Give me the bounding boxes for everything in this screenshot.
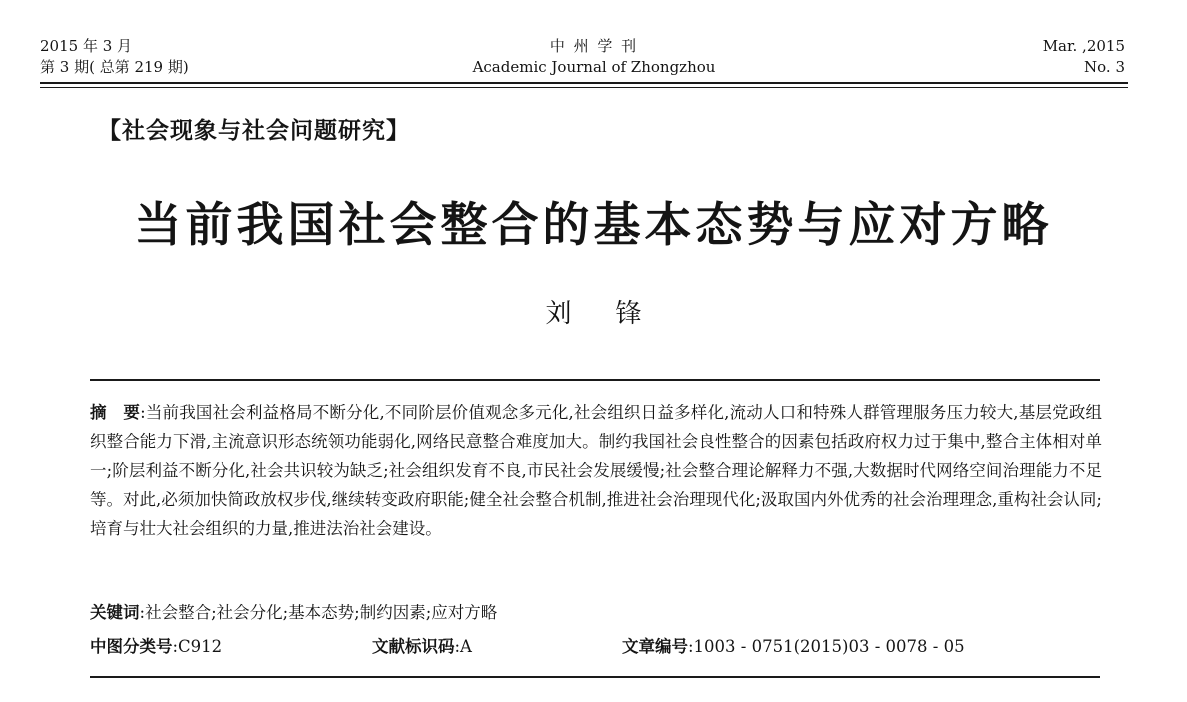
keywords-text: 社会整合;社会分化;基本态势;制约因素;应对方略 bbox=[145, 603, 498, 622]
article-number-label: 文章编号 bbox=[622, 637, 688, 656]
journal-name-chinese: 中 州 学 刊 bbox=[549, 37, 639, 55]
clc-value: :C912 bbox=[172, 637, 223, 656]
issue-date: 2015 年 3 月 bbox=[40, 37, 133, 55]
header-rule-thin bbox=[40, 87, 1128, 88]
document-code-value: :A bbox=[454, 637, 472, 656]
article-number-value: :1003 - 0751(2015)03 - 0078 - 05 bbox=[688, 637, 965, 656]
article-title: 当前我国社会整合的基本态势与应对方略 bbox=[134, 198, 1053, 253]
journal-issue-info bbox=[40, 36, 189, 78]
abstract-label: 摘 要 bbox=[90, 403, 141, 422]
clc-number bbox=[90, 633, 222, 661]
document-code-label: 文献标识码 bbox=[372, 637, 455, 656]
clc-label: 中图分类号 bbox=[90, 637, 173, 656]
abstract-text: 当前我国社会利益格局不断分化,不同阶层价值观念多元化,社会组织日益多样化,流动人口和特殊人群管理服务压力较大,基层党政组织整合能力下滑,主流意识形态统领功能弱化,网络民意整合难度加大。制约我国社会良性整合的因素包括政府权力过于集中,整合主体相对单一;阶层利益不断分化,社会共识较为缺乏;社会组织发育不良,市民社会发展缓慢;社会整合理论解释力不强,大数据时代网络空间治理能力不足等。对此,必须加快简政放权步伐,继续转变政府职能;健全社会整合机制,推进社会治理现代化;汲取国内外优秀的社会治理理念,重构社会认同;培育与壮大社会组织的力量,推进法治社会建设。 bbox=[90, 403, 1103, 538]
keywords-separator: : bbox=[139, 603, 146, 622]
abstract-separator: : bbox=[140, 403, 146, 422]
article-author: 刘锋 bbox=[545, 299, 686, 329]
journal-issue-info-english bbox=[1043, 36, 1125, 78]
column-label: 【社会现象与社会问题研究】 bbox=[98, 118, 410, 144]
keywords-label: 关键词 bbox=[90, 603, 140, 622]
abstract bbox=[90, 398, 1102, 543]
issue-date-english: Mar. ,2015 bbox=[1042, 37, 1125, 55]
issue-number: 第 3 期( 总第 219 期) bbox=[40, 58, 189, 76]
document-code bbox=[372, 633, 472, 661]
abstract-bottom-rule bbox=[90, 676, 1100, 678]
header-rule-thick bbox=[40, 82, 1128, 84]
abstract-top-rule bbox=[90, 379, 1100, 381]
article-number bbox=[622, 633, 965, 661]
issue-number-english: No. 3 bbox=[1084, 58, 1125, 76]
journal-name bbox=[394, 36, 794, 78]
journal-name-english: Academic Journal of Zhongzhou bbox=[472, 58, 716, 76]
keywords bbox=[90, 599, 497, 627]
